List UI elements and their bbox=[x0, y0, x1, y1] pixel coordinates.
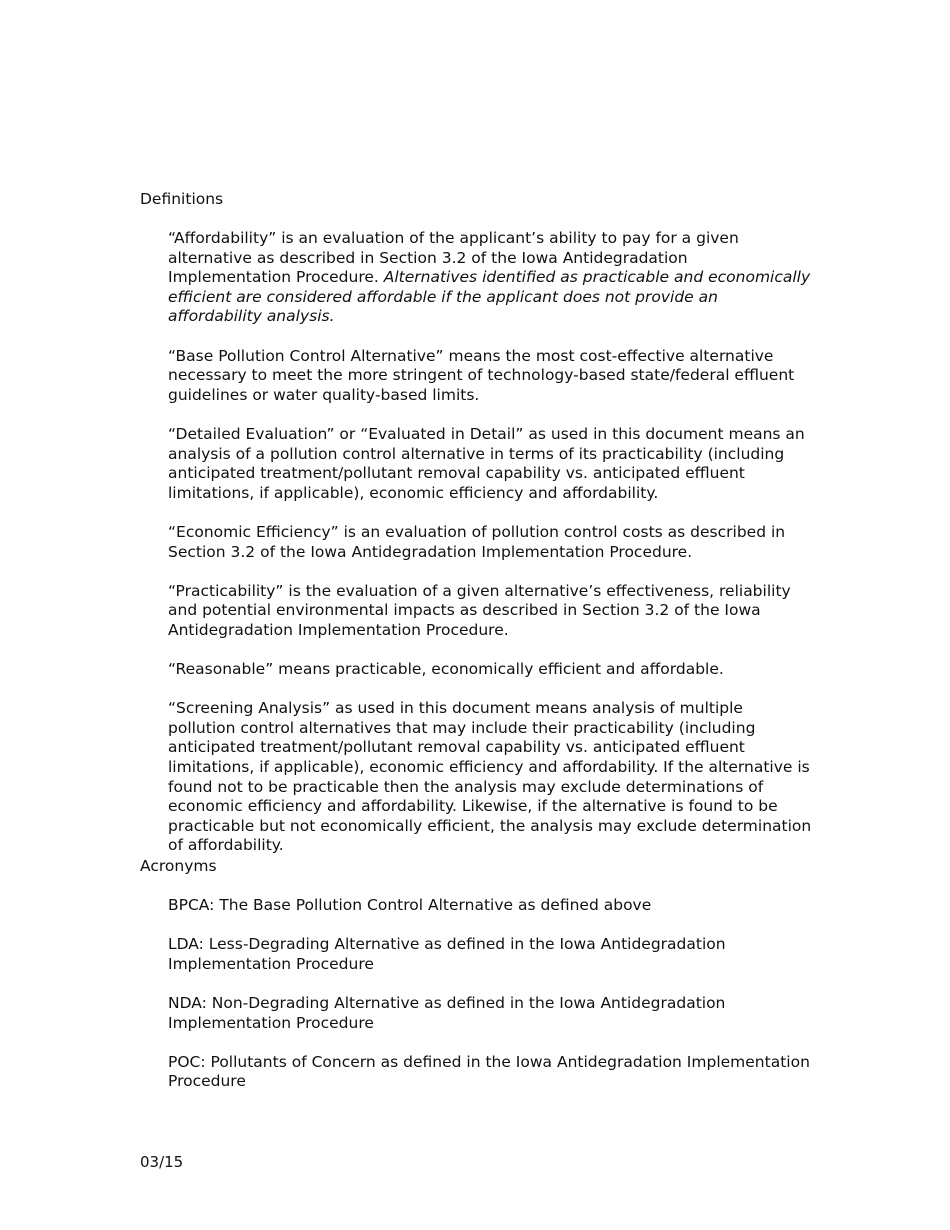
definition-affordability-text: “Affordability” is an evaluation of the applicant’s ability to pay for a given alternative as described in Section 3.2 of the Iowa Antidegradation Implementation Procedure. bbox=[168, 229, 739, 287]
acronyms-heading: Acronyms bbox=[140, 857, 217, 875]
acronym-nda: NDA: Non-Degrading Alternative as defined in the Iowa Antidegradation Implementation Procedure bbox=[168, 993, 726, 1032]
definitions-heading: Definitions bbox=[140, 190, 224, 208]
acronyms-list bbox=[168, 896, 813, 1092]
definition-base-pollution-control-alternative: “Base Pollution Control Alternative” means the most cost-effective alternative necessary to meet the more stringent of technology-based state/federal effluent guidelines or water quality-based limits. bbox=[168, 346, 795, 404]
acronym-lda: LDA: Less-Degrading Alternative as defined in the Iowa Antidegradation Implementation Procedure bbox=[168, 935, 726, 973]
definition-detailed-evaluation: “Detailed Evaluation” or “Evaluated in Detail” as used in this document means an analysis of a pollution control alternative in terms of its practicability (including anticipated treatment/pollutant removal capability vs. anticipated effluent limitations, if applicable), economic efficiency and affordability. bbox=[168, 424, 805, 502]
definition-affordability bbox=[168, 229, 813, 327]
acronym-bpca: BPCA: The Base Pollution Control Alternative as defined above bbox=[168, 896, 652, 914]
definition-economic-efficiency: “Economic Efficiency” is an evaluation of pollution control costs as described in Section 3.2 of the Iowa Antidegradation Implementation Procedure. bbox=[168, 522, 786, 561]
definition-affordability-note: Alternatives identified as practicable and economically efficient are considered affordable if the applicant does not provide an affordability analysis. bbox=[168, 268, 811, 326]
definition-practicability: “Practicability” is the evaluation of a given alternative’s effectiveness, reliability and potential environmental impacts as described in Section 3.2 of the Iowa Antidegradation Implementation Procedure. bbox=[168, 581, 791, 639]
definition-screening-analysis: “Screening Analysis” as used in this document means analysis of multiple pollution control alternatives that may include their practicability (including anticipated treatment/pollutant removal capability vs. anticipated effluent limitations, if applicable), economic efficiency and affordability. If the alternative is found not to be practicable then the analysis may exclude determinations of economic efficiency and affordability. Likewise, if the alternative is found to be practicable but not economically efficient, the analysis may exclude determination of affordability. bbox=[168, 699, 812, 855]
definitions-list bbox=[168, 229, 813, 856]
footer-date: 03/15 bbox=[140, 1153, 184, 1171]
acronym-poc: POC: Pollutants of Concern as defined in the Iowa Antidegradation Implementation Procedure bbox=[168, 1052, 810, 1091]
definition-reasonable: “Reasonable” means practicable, economically efficient and affordable. bbox=[168, 660, 724, 679]
